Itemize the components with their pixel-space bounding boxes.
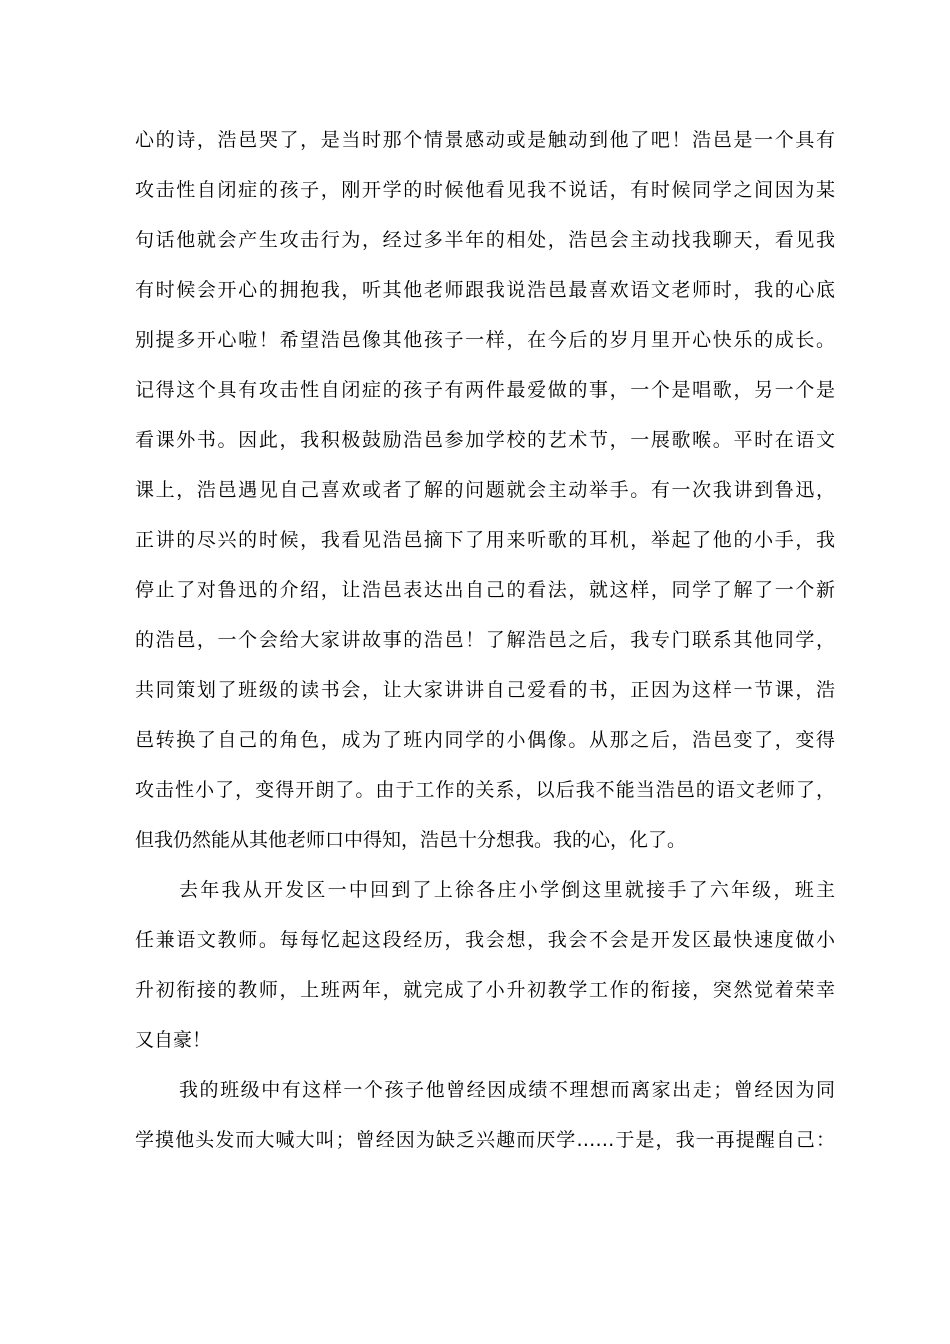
text-line: 攻击性自闭症的孩子，刚开学的时候他看见我不说话，有时候同学之间因为某 [135, 179, 835, 201]
text-line: 邑转换了自己的角色，成为了班内同学的小偶像。从那之后，浩邑变了，变得 [135, 729, 835, 751]
text-line: 我的班级中有这样一个孩子他曾经因成绩不理想而离家出走；曾经因为同 [179, 1079, 835, 1101]
paragraph [135, 865, 835, 1065]
text-line: 但我仍然能从其他老师口中得知，浩邑十分想我。我的心，化了。 [135, 829, 687, 851]
text-line: 正讲的尽兴的时候，我看见浩邑摘下了用来听歌的耳机，举起了他的小手，我 [135, 529, 835, 551]
text-line: 升初衔接的教师，上班两年，就完成了小升初教学工作的衔接，突然觉着荣幸 [135, 979, 835, 1001]
text-line: 共同策划了班级的读书会，让大家讲讲自己爱看的书，正因为这样一节课，浩 [135, 679, 835, 701]
text-line: 停止了对鲁迅的介绍，让浩邑表达出自己的看法，就这样，同学了解了一个新 [135, 579, 835, 601]
text-line: 句话他就会产生攻击行为，经过多半年的相处，浩邑会主动找我聊天，看见我 [135, 229, 835, 251]
paragraph [135, 115, 835, 865]
text-line: 的浩邑，一个会给大家讲故事的浩邑！了解浩邑之后，我专门联系其他同学， [135, 629, 835, 651]
text-line: 有时候会开心的拥抱我，听其他老师跟我说浩邑最喜欢语文老师时，我的心底 [135, 279, 835, 301]
paragraph [135, 1065, 835, 1165]
text-line: 任兼语文教师。每每忆起这段经历，我会想，我会不会是开发区最快速度做小 [135, 929, 835, 951]
text-line: 学摸他头发而大喊大叫；曾经因为缺乏兴趣而厌学……于是，我一再提醒自己： [135, 1129, 835, 1151]
text-line: 记得这个具有攻击性自闭症的孩子有两件最爱做的事，一个是唱歌，另一个是 [135, 379, 835, 401]
text-line: 心的诗，浩邑哭了，是当时那个情景感动或是触动到他了吧！浩邑是一个具有 [135, 129, 835, 151]
document-body [135, 115, 835, 1165]
text-line: 看课外书。因此，我积极鼓励浩邑参加学校的艺术节，一展歌喉。平时在语文 [135, 429, 835, 451]
text-line: 课上，浩邑遇见自己喜欢或者了解的问题就会主动举手。有一次我讲到鲁迅， [135, 479, 835, 501]
text-line: 攻击性小了，变得开朗了。由于工作的关系，以后我不能当浩邑的语文老师了， [135, 779, 835, 801]
text-line: 去年我从开发区一中回到了上徐各庄小学倒这里就接手了六年级，班主 [179, 879, 835, 901]
text-line: 别提多开心啦！希望浩邑像其他孩子一样，在今后的岁月里开心快乐的成长。 [135, 329, 835, 351]
text-line: 又自豪！ [135, 1029, 212, 1051]
